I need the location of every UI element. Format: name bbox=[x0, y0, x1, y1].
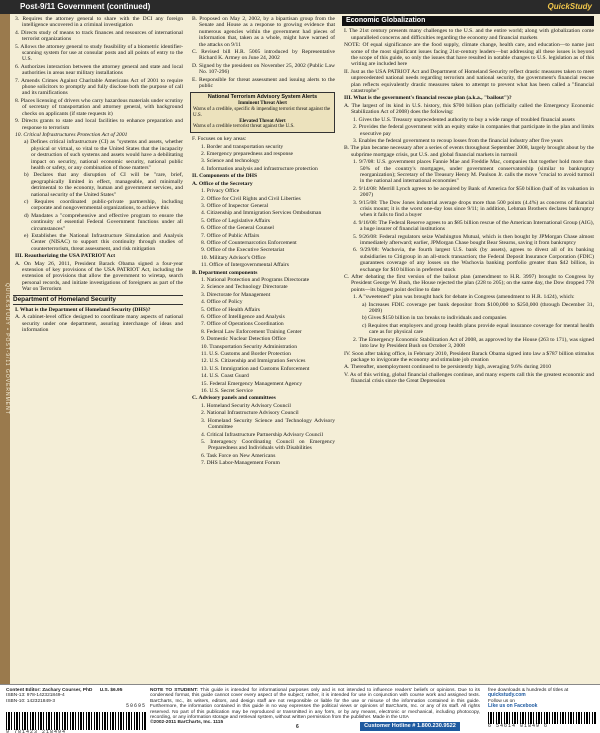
alert-box-title: National Terrorism Advisory System Alerts bbox=[207, 94, 318, 101]
list-item: b) Declares that any disruption of CI will be "rare, brief, geographically limited in effect, manageable, and minimally detrimental to the economy, human and government services, and national security of the United States" bbox=[24, 172, 183, 198]
list-item: A. A cabinet-level office designed to coordinate many aspects of national security under one department, assuring interchange of ideas and information bbox=[15, 314, 183, 334]
alert-heading-elevated: Elevated Threat Alert bbox=[239, 118, 286, 124]
alert-text-elevated: Warns of a credible terrorist threat against the U.S. bbox=[193, 124, 295, 130]
list-item: 5. Interagency Coordinating Council on Emergency Preparedness and Individuals with Disabilities bbox=[201, 438, 335, 452]
upc-number: 6 54614 01849 6 bbox=[488, 722, 549, 729]
page-header-title: Post-9/11 Government (continued) bbox=[20, 2, 151, 11]
page-number: 6 bbox=[296, 724, 299, 730]
list-item: 10. Transportation Security Administration bbox=[201, 343, 298, 350]
section-heading: II. Components of the DHS bbox=[192, 173, 258, 180]
column-2 bbox=[190, 16, 335, 682]
list-item: 2. Office for Civil Rights and Civil Liberties bbox=[201, 195, 301, 202]
list-item: A. Thereafter, unemployment continued to be persistently high, averaging 9.6% during 2010 bbox=[344, 364, 552, 371]
list-item: 9. Domestic Nuclear Detection Office bbox=[201, 336, 286, 343]
list-item: 4. Citizenship and Immigration Services Ombudsman bbox=[201, 210, 322, 217]
list-item: c) Requires that employers and group health plans provide equal insurance coverage for mental health care as for physical care bbox=[362, 322, 594, 336]
list-item: 3. Science and technology bbox=[201, 158, 260, 165]
footer-note bbox=[150, 688, 480, 726]
subsection-heading: A. Office of the Secretary bbox=[192, 180, 253, 187]
list-item: 10. Military Advisor's Office bbox=[201, 254, 266, 261]
list-item: 4. Office of Policy bbox=[201, 299, 243, 306]
list-item: 5. Office of Legislative Affairs bbox=[201, 217, 270, 224]
list-item: 11. Office of Intergovernmental Affairs bbox=[201, 262, 289, 269]
list-item: 7. Amends Crimes Against Charitable Americans Act of 2001 to require phone solicitors to promptly and fully disclose both the purpose of call and its ramifications bbox=[15, 77, 183, 97]
list-item: 1. 9/7/08: U.S. government places Fannie Mae and Freddie Mac, companies that together hold more than 50% of the country's mortgages, under government conservatorship (similar to bankruptcy reorganization); Secretary of the Treasury Henry M. Paulson Jr. calls the move "crucial to avoid turmoil in the national and international economies" bbox=[353, 159, 594, 185]
list-item: 8. Places licensing of drivers who carry hazardous materials under scrutiny of secretary of transportation and attorney general, with background checks on applicants (if state requests it) bbox=[15, 97, 183, 117]
twitter-follow[interactable]: Follow us on bbox=[488, 698, 515, 704]
list-item: 7. DHS Labor-Management Forum bbox=[201, 460, 280, 467]
list-item: 9. Directs grants to state and local facilities to enhance preparation and response to terrorism bbox=[15, 118, 183, 131]
column-3 bbox=[342, 16, 594, 682]
footer-copyright: ©2002-2011 BarCharts, Inc. 1115 bbox=[150, 720, 224, 726]
list-item: 1. Homeland Security Advisory Council bbox=[201, 402, 291, 409]
footer-isbn10: ISBN-10: 142321849-3 bbox=[6, 698, 56, 704]
footer-isbn13: ISBN-13: 978-142321849-4 bbox=[6, 693, 65, 699]
list-item: B. The plan became necessary after a series of events throughout September 2008, largely brought about by the subprime mortgage crisis, put U.S. and global financial markets in turmoil bbox=[344, 145, 594, 158]
dhs-section-title: Department of Homeland Security bbox=[13, 295, 183, 305]
list-item: A. On May 26, 2011, President Barack Obama signed a four-year extension of key provisions of the USA PATRIOT Act, including the extension of provisions that allow the government to wiretap, search personal records, and initiate investigations of foreigners as part of the War on Terrorism bbox=[15, 260, 183, 293]
subsection-heading: C. Advisory panels and committees bbox=[192, 395, 276, 402]
list-item: 1. Privacy Office bbox=[201, 188, 240, 195]
alert-heading-imminent: Imminent Threat Alert bbox=[238, 101, 287, 107]
list-item: 4. Directs study of means to track finances and resources of international terrorist organizations bbox=[15, 29, 183, 43]
footer-note-title: NOTE TO STUDENT: bbox=[150, 688, 198, 693]
list-item: 8. Federal Law Enforcement Training Center bbox=[201, 328, 302, 335]
list-item: b) Gives $150 billion in tax breaks to individuals and companies bbox=[362, 315, 507, 322]
list-item: 14. U.S. Coast Guard bbox=[201, 373, 249, 380]
isbn-barcode bbox=[6, 712, 146, 730]
list-item: 2. Science and Technology Directorate bbox=[201, 284, 288, 291]
list-item: IV. Soon after taking office, in February 2010, President Barack Obama signed into law a $787 billion stimulus package to invigorate the economy and stimulate job creation bbox=[344, 350, 594, 363]
page-footer bbox=[0, 684, 600, 733]
list-item: 8. Office of Counternarcotics Enforcement bbox=[201, 239, 297, 246]
list-item: C. After debating the first version of the bailout plan (amendment to H.R. 3997) brought to Congress by President George W. Bush, the House rejected the plan (228 to 205); on the same day, the Dow dropped 778 points—its biggest point decline to date bbox=[344, 274, 594, 293]
list-item: 3. Office of Inspector General bbox=[201, 202, 269, 209]
list-item: 10. Critical Infrastructures Protection Act of 2001 bbox=[15, 131, 128, 138]
customer-hotline[interactable]: Customer Hotline # 1.800.230.9522 bbox=[360, 722, 460, 731]
barcode-number: 9 781423 218494 bbox=[6, 728, 67, 733]
list-item: 11. U.S. Customs and Border Protection bbox=[201, 351, 291, 358]
list-item: D. Signed by the president on November 25, 2002 (Public Law No. 107-296) bbox=[192, 62, 335, 76]
economic-globalization-title: Economic Globalization bbox=[342, 16, 594, 26]
column-1 bbox=[13, 16, 183, 682]
list-item: E. Responsible for threat assessment and issuing alerts to the public bbox=[192, 76, 335, 90]
list-item: 3. Requires the attorney general to share with the DCI any foreign intelligence uncovered in a criminal investigation bbox=[15, 16, 183, 29]
page-header-bar bbox=[0, 0, 600, 14]
list-item: c) Requires coordinated public-private partnership, including corporate and nongovernmental organizations, to achieve this bbox=[24, 198, 183, 212]
section-heading: I. What is the Department of Homeland Security (DHS)? bbox=[15, 307, 151, 314]
list-item: 1. Gives the U.S. Treasury unprecedented authority to buy a wide range of troubled financial assets bbox=[353, 116, 575, 123]
footer-editor: Content Editor: Zachary Courser, PhD bbox=[6, 688, 93, 693]
list-item: 2. Provides the federal government with an equity stake in companies that participate in the plan and limits executive pay bbox=[353, 124, 594, 137]
quickstudy-logo: QuickStudy bbox=[547, 2, 592, 11]
list-item: 1. Border and transportation security bbox=[201, 143, 284, 150]
list-item: a) Defines critical infrastructure (CI) as "systems and assets, whether physical or virtual, so vital to the United States that the incapacity or destruction of such systems and assets would have a debilitating impact on security, national economic security, national public health or safety, or any combination of those matters" bbox=[24, 139, 183, 171]
list-item: 16. U.S. Secret Service bbox=[201, 388, 253, 395]
quickstudy-link[interactable]: quickstudy.com bbox=[488, 692, 526, 699]
list-item: 2. The Emergency Economic Stabilization Act of 2008, as approved by the House (263 to 171), was signed into law by President Bush on October 3, 2008 bbox=[353, 336, 594, 350]
list-item: 4. 9/16/08: The Federal Reserve agrees to an $85 billion rescue of the American International Group (AIG), a huge insurer of financial institutions bbox=[353, 219, 594, 233]
list-item: 6. Task Force on New Americans bbox=[201, 452, 276, 459]
section-heading: III. Reauthorizing the USA PATRIOT Act bbox=[15, 253, 116, 260]
list-item: C. Revised bill H.R. 5005 introduced by Representative Richard K. Armey on June 24, 2002 bbox=[192, 49, 335, 62]
facebook-link[interactable]: Like us on Facebook bbox=[488, 703, 538, 710]
footer-publication-info bbox=[6, 688, 146, 733]
list-item: 15. Federal Emergency Management Agency bbox=[201, 380, 303, 387]
terrorism-alert-box bbox=[190, 92, 335, 133]
list-item: V. As of this writing, global financial challenges continue, and many experts call this the greatest economic and financial crisis since the Great Depression bbox=[344, 371, 594, 385]
list-item: 2. 9/14/08: Merrill Lynch agrees to be acquired by Bank of America for $50 billion (half of its valuation in 2007) bbox=[353, 185, 594, 199]
list-item: 1. A "sweetened" plan was brought back for debate in Congress (amendment to H.R. 1424), which: bbox=[353, 294, 575, 301]
list-item: 6. Office of the General Counsel bbox=[201, 225, 274, 232]
list-item: 6. Authorizes interaction between the attorney general and state and local authorities in areas near military installations bbox=[15, 63, 183, 77]
list-item: I. The 21st century presents many challenges to the U.S. and the entire world; along with globalization come unparalleled concerns and difficulties regarding the economy and financial markets bbox=[344, 28, 594, 41]
list-item: 13. U.S. Immigration and Customs Enforcement bbox=[201, 365, 310, 372]
barcode-addon-number: 50695 bbox=[125, 703, 146, 710]
list-item: d) Mandates a "comprehensive and effective program to ensure the continuity of essential Federal Government functions under all circumstances" bbox=[24, 212, 183, 232]
list-item: A. The largest of its kind in U.S. history, this $700 billion plan (officially called the Emergency Economic Stabilization Act of 2008) does the following: bbox=[344, 102, 594, 116]
list-item: 6. Office of Intelligence and Analysis bbox=[201, 314, 285, 320]
list-item: 5. Allows the attorney general to study feasibility of a biometric identifier-scanning system for use at consular posts and all points of entry to the U.S. bbox=[15, 43, 183, 63]
upc-barcode bbox=[488, 712, 596, 724]
footer-note-text: This guide is intended for informational purposes only and is not intended to influence readers' beliefs or opinions. Due to its condensed format, this guide cannot cover every aspect of the subject; rather, it is intended for use in conjunction with course work and assigned texts. BarCharts, Inc., its writers, editors, and design staff are not responsible or liable for the use or misuse of the information contained in this guide. Furthermore, the information contained in this guide in no way expresses the political views or opinions of BarCharts, Inc. or any of its staff. All rights reserved. No part of this publication may be reproduced or transmitted in any form, or by any means, electronic or mechanical, including photocopy, recording, or any information storage and retrieval system, without written permission from the publisher. Made in the USA bbox=[150, 688, 480, 721]
footer-price: U.S. $6.95 bbox=[99, 688, 123, 693]
list-item: NOTE: Of equal significance are the food supply, climate change, health care, and education—to name just some of the most significant issues facing 21st-century leaders—but addressing all these issues is beyond the scope of this guide, so only the issues that have resulted in notable changes to U.S. legislation as of this writing are included here bbox=[344, 42, 594, 68]
list-item: 3. Enables the federal government to recoup losses from the financial industry after five years bbox=[353, 137, 563, 144]
list-item: 3. Homeland Security Science and Technology Advisory Committee bbox=[201, 417, 335, 431]
list-item: a) Increases FDIC coverage per bank depositor from $100,000 to $250,000 (through December 31, 2009) bbox=[362, 301, 594, 315]
list-item: 2. National Infrastructure Advisory Council bbox=[201, 410, 299, 417]
subsection-heading: B. Department components bbox=[192, 269, 258, 276]
list-item: F. Focuses on key areas: bbox=[192, 136, 247, 143]
section-heading: III. What is the government's financial rescue plan (a.k.a., "bailout")? bbox=[344, 95, 512, 102]
list-item: 4. Information analysis and infrastructure protection bbox=[201, 165, 318, 172]
list-item: 3. 9/15/08: The Dow Jones industrial average drops more than 500 points (4.4%) as concerns of financial crisis mount; it is the worst one-day loss since 9/11; in addition, Lehman Brothers declares bankruptcy when it fails to find a buyer bbox=[353, 199, 594, 219]
list-item: e) Establishes the National Infrastructure Simulation and Analysis Center (NISAC) to support this continuity through studies of counterterrorism, threat assessment, and risk mitigation bbox=[24, 233, 183, 252]
list-item: 2. Emergency preparedness and response bbox=[201, 151, 294, 158]
list-item: 5. 9/26/08: Federal regulators seize Washington Mutual, which is then bought by JPMorgan Chase almost immediately afterward; earlier, JPMorgan Chase bought Bear Stearns, saving it from bankruptcy bbox=[353, 233, 594, 246]
list-item: 1. National Protection and Programs Directorate bbox=[201, 276, 310, 283]
list-item: 7. Office of Operations Coordination bbox=[201, 321, 284, 328]
list-item: 12. U.S. Citizenship and Immigration Services bbox=[201, 358, 306, 365]
side-strip: QUICKSTUDY • POST-9/11 GOVERNMENT bbox=[0, 14, 10, 684]
footer-right bbox=[488, 688, 596, 729]
list-item: 7. Office of Public Affairs bbox=[201, 232, 260, 239]
list-item: II. Just as the USA PATRIOT Act and Department of Homeland Security reflect drastic measures taken to meet unprecedented national needs regarding terrorism and national security, the government's financial rescue plan reflects equivalently drastic measures taken to attempt to prevent what has been called a "financial catastrophe" bbox=[344, 68, 594, 95]
list-item: 3. Directorate for Management bbox=[201, 291, 271, 298]
list-item: B. Proposed on May 2, 2002, by a bipartisan group from the Senate and House as a response to growing evidence that numerous agencies within the government had pieces of information that, taken as a whole, might have warned of the attacks on 9/11 bbox=[192, 16, 335, 48]
list-item: 5. Office of Health Affairs bbox=[201, 306, 260, 313]
list-item: 4. Critical Infrastructure Partnership Advisory Council bbox=[201, 431, 324, 438]
alert-text-imminent: Warns of a credible, specific & impending terrorist threat against the U.S. bbox=[193, 107, 331, 118]
list-item: 9. Office of the Executive Secretariat bbox=[201, 247, 285, 254]
list-item: 6. 9/29/08: Wachovia, the fourth largest U.S. bank (by assets), agrees to divest all of its banking subsidiaries to Citigroup in an all-stock transaction; the Federal Deposit Insurance Corporation (FDIC) guarantees coverage of any losses on the Wachovia banking portfolio greater than $42 billion, in exchange for $10 billion in preferred stock bbox=[353, 247, 594, 273]
footer-downloads-text: free downloads & hundreds of titles at bbox=[488, 688, 569, 693]
